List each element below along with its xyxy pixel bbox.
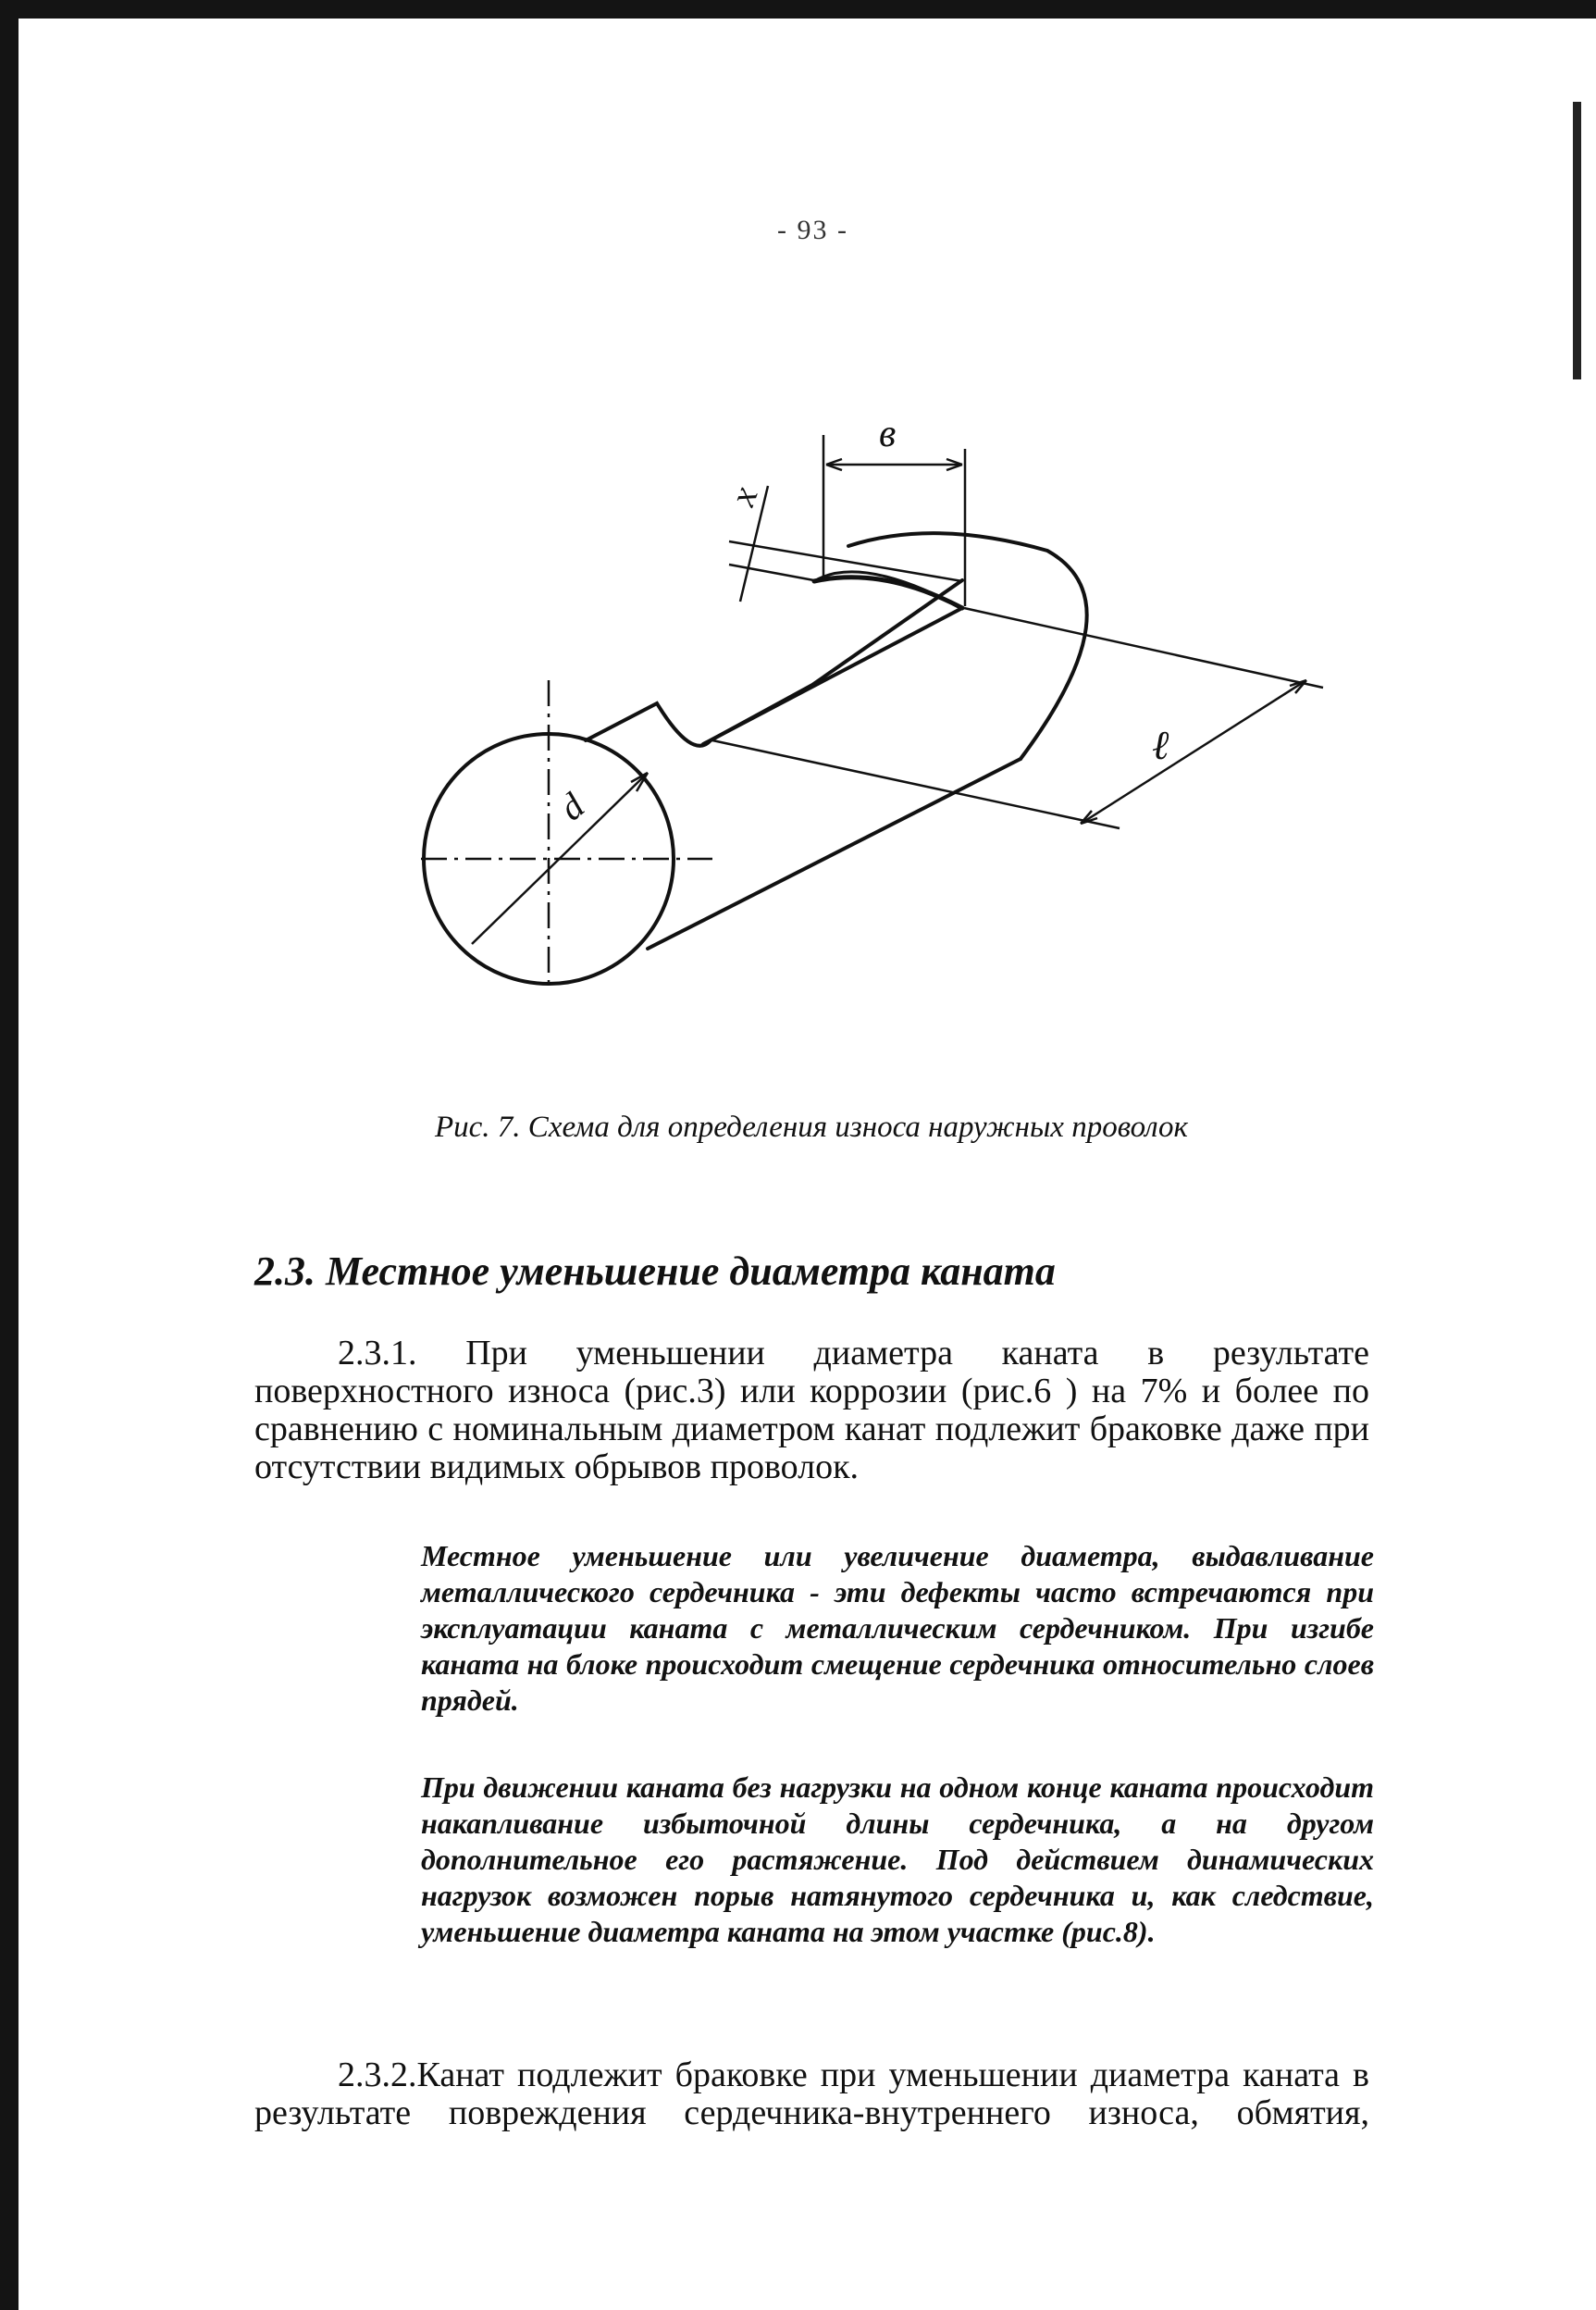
paragraph-2-3-2: 2.3.2.Канат подлежит браковке при уменьшении диаметра каната в результате повреждения сердечника-внутреннего износа, обмятия, [254, 2055, 1369, 2132]
scan-edge-right [1573, 102, 1581, 379]
dim-x-ext-bottom [729, 565, 819, 581]
scan-edge-top [0, 0, 1596, 19]
scan-edge-left [0, 0, 19, 2310]
wear-flat-line [703, 608, 962, 744]
figure-caption: Рис. 7. Схема для определения износа наружных проволок [435, 1111, 1188, 1144]
label-b: в [879, 413, 897, 455]
page-number: - 93 - [777, 215, 848, 245]
label-d: d [551, 784, 592, 829]
wear-flat-edge [814, 578, 962, 608]
paragraph-2-3-1: 2.3.1. При уменьшении диаметра каната в результате поверхностного износа (рис.3) или коррозии (рис.6 ) на 7% и более по сравнению с номинальным диаметром канат подлежит браковке даже при отсутствии видимых обрывов проволок. [254, 1334, 1369, 1486]
rope-top-outline [586, 580, 962, 746]
label-l: ℓ [1152, 723, 1169, 768]
dim-l-line [1081, 680, 1306, 824]
dim-l-ext-near [712, 740, 1120, 828]
section-heading: 2.3. Местное уменьшение диаметра каната [254, 1248, 1056, 1294]
label-x: х [721, 481, 766, 512]
dim-l-ext-far [964, 608, 1323, 688]
note-paragraph-1: Местное уменьшение или увеличение диаметра, выдавливание металлического сердечника - эти дефекты часто встречаются при эксплуатации каната с металлическим сердечником. При изгибе каната на блоке происходит смещение сердечника относительно слоев прядей. [421, 1539, 1374, 1717]
note-paragraph-2: При движении каната без нагрузки на одном конце каната происходит накапливание избыточной длины сердечника, а на другом дополнительное его растяжение. Под действием динамических нагрузок возможен порыв натянутого сердечника и, как следствие, уменьшение диаметра каната на этом участке (рис.8). [421, 1770, 1374, 1948]
rope-wear-diagram [389, 389, 1351, 1037]
rope-bottom-outline [648, 759, 1021, 949]
